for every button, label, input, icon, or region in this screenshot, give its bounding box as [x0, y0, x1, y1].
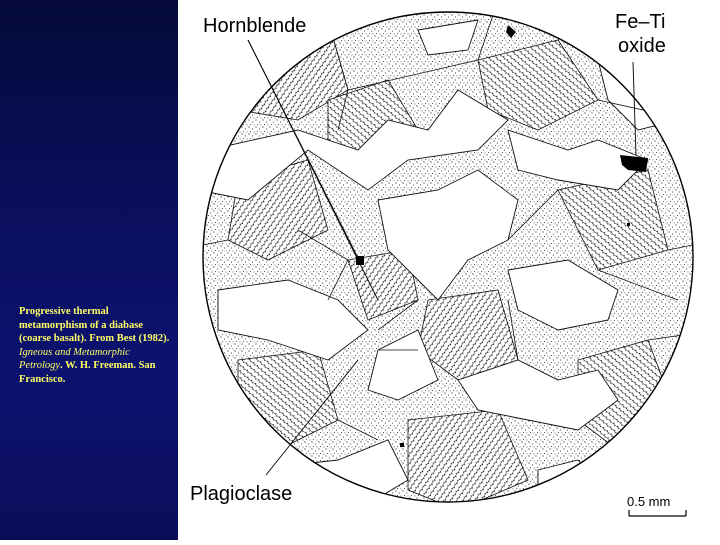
caption-publisher: . W. H. Freeman. San — [60, 360, 156, 371]
figure-caption — [19, 305, 209, 386]
mineral-grains — [178, 0, 720, 540]
label-plagioclase: Plagioclase — [190, 483, 293, 505]
thin-section-drawing — [178, 0, 720, 540]
left-title-panel — [0, 0, 178, 540]
label-oxide: oxide — [618, 35, 666, 57]
scale-bar — [627, 494, 686, 516]
caption-line-2: metamorphism of a diabase — [19, 319, 143, 331]
caption-line-4: Igneous and Metamorphic — [19, 346, 130, 358]
thin-section-figure — [178, 0, 720, 540]
scale-label: 0.5 mm — [627, 494, 671, 509]
caption-line-6: Francisco. — [19, 373, 66, 385]
label-hornblende: Hornblende — [203, 15, 307, 37]
caption-line-3: (coarse basalt). From Best (1982). — [19, 333, 170, 344]
label-fe-ti: Fe–Ti — [615, 11, 666, 33]
caption-book-title: Petrology — [19, 360, 61, 371]
caption-line-1: Progressive thermal — [19, 306, 109, 317]
